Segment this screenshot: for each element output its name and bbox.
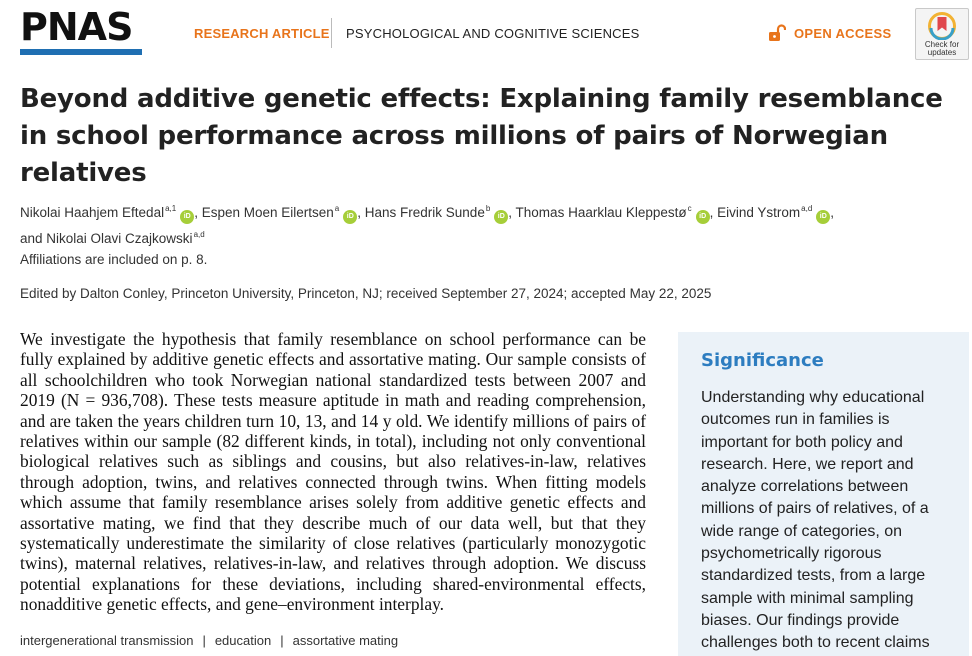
orcid-icon[interactable]: iD (494, 210, 508, 224)
author-name[interactable] (365, 205, 509, 220)
article-title: Beyond additive genetic effects: Explaining family resemblance in school performance across millions of pairs of Norwegian relatives (20, 84, 943, 188)
orcid-icon[interactable]: iD (696, 210, 710, 224)
keyword-separator: | (202, 633, 206, 648)
edited-by-line: Edited by Dalton Conley, Princeton University, Princeton, NJ; received September 27, 2024; accepted May 22, 2025 (20, 286, 712, 301)
logo-underline (20, 49, 142, 55)
significance-body: Understanding why educational outcomes run in families is important for both policy and research. Here, we report and analyze correlations between millions of pairs of relatives, of a wide range of categories, on psychometrically rigorous standardized tests, from a large sample with minimal sampling biases. Our findings provide challenges both to recent claims (701, 389, 930, 652)
open-lock-icon (768, 24, 786, 42)
author-name-text: Espen Moen Eilertsen (201, 205, 334, 220)
check-updates-label: Check for updates (924, 40, 960, 57)
keyword-separator: | (280, 633, 284, 648)
author-name-text: Hans Fredrik Sunde (364, 205, 485, 220)
article-type-label: RESEARCH ARTICLE (194, 26, 330, 41)
subject-link[interactable]: PSYCHOLOGICAL AND COGNITIVE SCIENCES (346, 26, 640, 41)
author-affiliation-sup: c (687, 204, 692, 213)
author-name[interactable] (516, 205, 710, 220)
open-access-label: OPEN ACCESS (794, 25, 892, 41)
author-name[interactable] (20, 231, 205, 246)
keyword-list (20, 633, 398, 648)
author-list: Nikolai Haahjem Eftedal$^{a,1}$iD , Espen Moen Eilertsen$^a$iD , Hans Fredrik Sunde$^b$iD , Thomas Haarklau Kleppestø$^c$iD , Eivind Ystrom$^{a,d}$iD , and Nikolai Olavi Czajkowski$^{a,d}$ (20, 204, 835, 246)
author-affiliation-sup: a,d (193, 230, 205, 239)
keyword-link[interactable]: assortative mating (292, 633, 399, 648)
check-for-updates-button[interactable] (915, 8, 969, 60)
orcid-icon[interactable]: iD (343, 210, 357, 224)
abstract: We investigate the hypothesis that family resemblance on school performance can be fully explained by additive genetic effects and assortative mating. Our sample consists of all schoolchildren who took Norwegian national standardized tests between 2007 and 2019 (N = 936,708). These tests measure aptitude in math and reading comprehension, and are taken the years children turn 10, 13, and 14 y old. We identify millions of pairs of relatives within our sample (82 different kinds, in total), including not only conventional biological relatives such as siblings and cousins, but also relatives-in-law, relatives through adoption, twins, and relatives connected through twins. When fitting models which assume that family resemblance arises solely from additive genetic effects and assortative mating, we find that they describe much of our data well, but that they systematically underestimate the similarity of close relatives (particularly monozygotic twins), maternal relatives, relatives-in-law, and relatives through adoption. We discuss potential explanations for these deviations, including shared-environmental effects, nonadditive genetic effects, and gene–environment interplay. (20, 329, 646, 615)
orcid-icon[interactable]: iD (180, 210, 194, 224)
author-name[interactable] (202, 205, 358, 220)
header-divider (331, 18, 332, 48)
author-affiliation-sup: a,d (801, 204, 813, 213)
author-name[interactable] (717, 205, 830, 220)
author-name-text: Eivind Ystrom (717, 205, 801, 220)
author-affiliation-sup: a (334, 204, 340, 213)
author-name-text: and Nikolai Olavi Czajkowski (20, 231, 193, 246)
author-affiliation-sup: b (485, 204, 491, 213)
orcid-icon[interactable]: iD (816, 210, 830, 224)
author-affiliation-sup: a,1 (165, 204, 177, 213)
keyword-link[interactable]: intergenerational transmission (20, 633, 194, 648)
keyword-link[interactable]: education (214, 633, 272, 648)
pnas-logo[interactable] (20, 5, 142, 55)
crossmark-icon (928, 12, 956, 40)
journal-name: PNAS (20, 5, 133, 49)
affiliations-note[interactable]: Affiliations are included on p. 8. (20, 252, 208, 267)
author-name-text: Nikolai Haahjem Eftedal (20, 205, 165, 220)
significance-title: Significance (701, 350, 824, 371)
author-name[interactable] (20, 205, 194, 220)
significance-box (678, 332, 969, 656)
open-access-badge[interactable] (768, 24, 891, 42)
author-name-text: Thomas Haarklau Kleppestø (515, 205, 687, 220)
